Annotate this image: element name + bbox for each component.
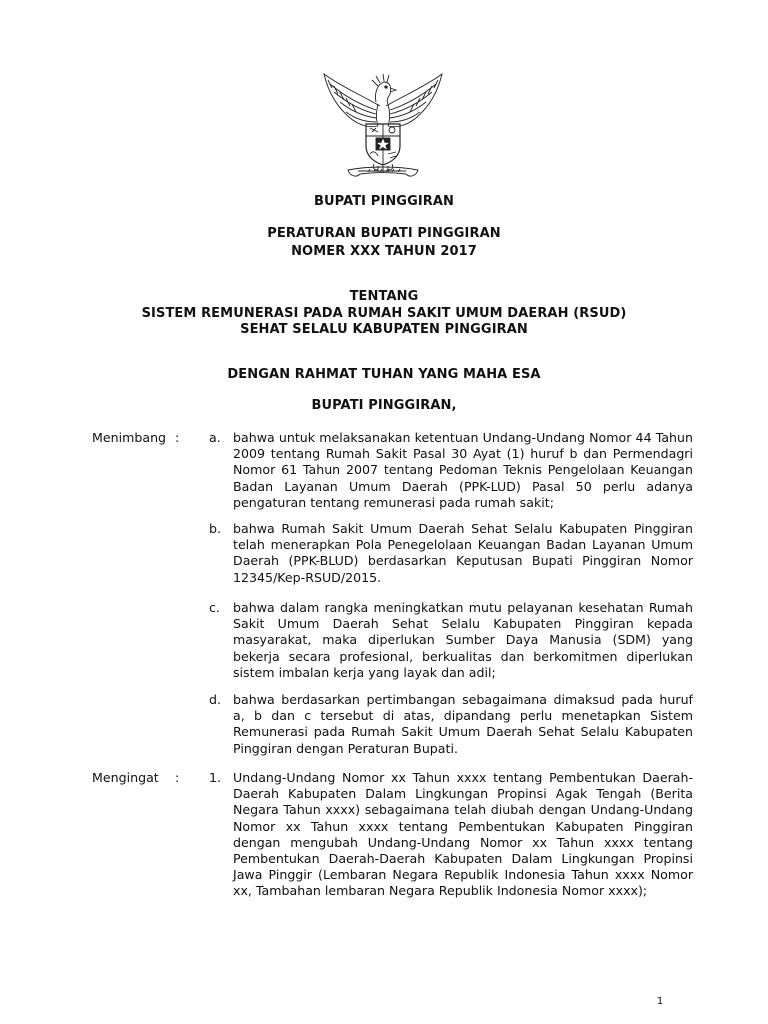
- mengingat-colon: :: [175, 770, 180, 785]
- menimbang-item-mark: d.: [209, 692, 221, 707]
- regulation-number: NOMER XXX TAHUN 2017: [291, 244, 477, 259]
- menimbang-item-text: bahwa Rumah Sakit Umum Daerah Sehat Selalu Kabupaten Pinggiran telah menerapkan Pola Penegelolaan Keuangan Badan Layanan Umum Daerah (PPK-BLUD) berdasarkan Keputusan Bupati Pinggiran Nomor 12345/Kep-RSUD/2015.: [233, 521, 693, 585]
- page-number: 1: [656, 996, 664, 1007]
- subject-line-1: SISTEM REMUNERASI PADA RUMAH SAKIT UMUM DAERAH (RSUD): [141, 306, 627, 321]
- menimbang-item-mark: b.: [209, 521, 221, 536]
- about-label: TENTANG: [349, 289, 419, 304]
- subject-line-2: SEHAT SELALU KABUPATEN PINGGIRAN: [240, 322, 528, 337]
- menimbang-colon: :: [175, 430, 180, 445]
- menimbang-item-text: bahwa untuk melaksanakan ketentuan Undang-Undang Nomor 44 Tahun 2009 tentang Rumah Sakit Pasal 30 Ayat (1) huruf b dan Permendagri Nomor 61 Tahun 2007 tentang Pedoman Teknis Pengelolaan Keuangan Badan Layanan Umum Daerah (PPK-LUD) Pasal 50 perlu adanya pengaturan tentang remunerasi pada rumah sakit;: [233, 430, 693, 510]
- mengingat-label: Mengingat: [92, 770, 159, 785]
- mengingat-item-text: Undang-Undang Nomor xx Tahun xxxx tentang Pembentukan Daerah-Daerah Kabupaten Dalam Lingkungan Propinsi Agak Tengah (Berita Negara Tahun xxxx) sebagaimana telah diubah dengan Undang-Undang Nomor xx Tahun xxxx tentang Pembentukan Kabupaten Pinggiran dengan mengubah Undang-Undang Nomor xx Tahun xxxx tentang Pembentukan Daerah-Daerah Kabupaten Dalam Lingkungan Propinsi Jawa Pinggir (Lembaran Negara Republik Indonesia Tahun xxxx Nomor xx, Tambahan lembaran Negara Republik Indonesia Nomor xxxx);: [233, 770, 693, 899]
- menimbang-label: Menimbang: [92, 430, 167, 445]
- issuer-line: BUPATI PINGGIRAN,: [311, 398, 457, 413]
- garuda-emblem-icon: [318, 66, 448, 180]
- menimbang-item-mark: a.: [209, 430, 221, 445]
- authority-heading: BUPATI PINGGIRAN: [313, 194, 455, 209]
- menimbang-item-text: bahwa dalam rangka meningkatkan mutu pelayanan kesehatan Rumah Sakit Umum Daerah Sehat Selalu Kabupaten Pinggiran kepada masyarakat, maka diperlukan Sumber Daya Manusia (SDM) yang bekerja secara profesional, berkualitas dan berkomitmen diperlukan sistem imbalan kerja yang layak dan adil;: [233, 600, 693, 680]
- menimbang-item-text: bahwa berdasarkan pertimbangan sebagaimana dimaksud pada huruf a, b dan c tersebut di atas, dipandang perlu menetapkan Sistem Remunerasi pada Rumah Sakit Umum Daerah Sehat Selalu Kabupaten Pinggiran dengan Peraturan Bupati.: [233, 692, 693, 756]
- regulation-title: PERATURAN BUPATI PINGGIRAN: [267, 226, 501, 241]
- blessing-line: DENGAN RAHMAT TUHAN YANG MAHA ESA: [227, 367, 541, 382]
- menimbang-item-mark: c.: [209, 600, 220, 615]
- mengingat-item-mark: 1.: [209, 770, 222, 785]
